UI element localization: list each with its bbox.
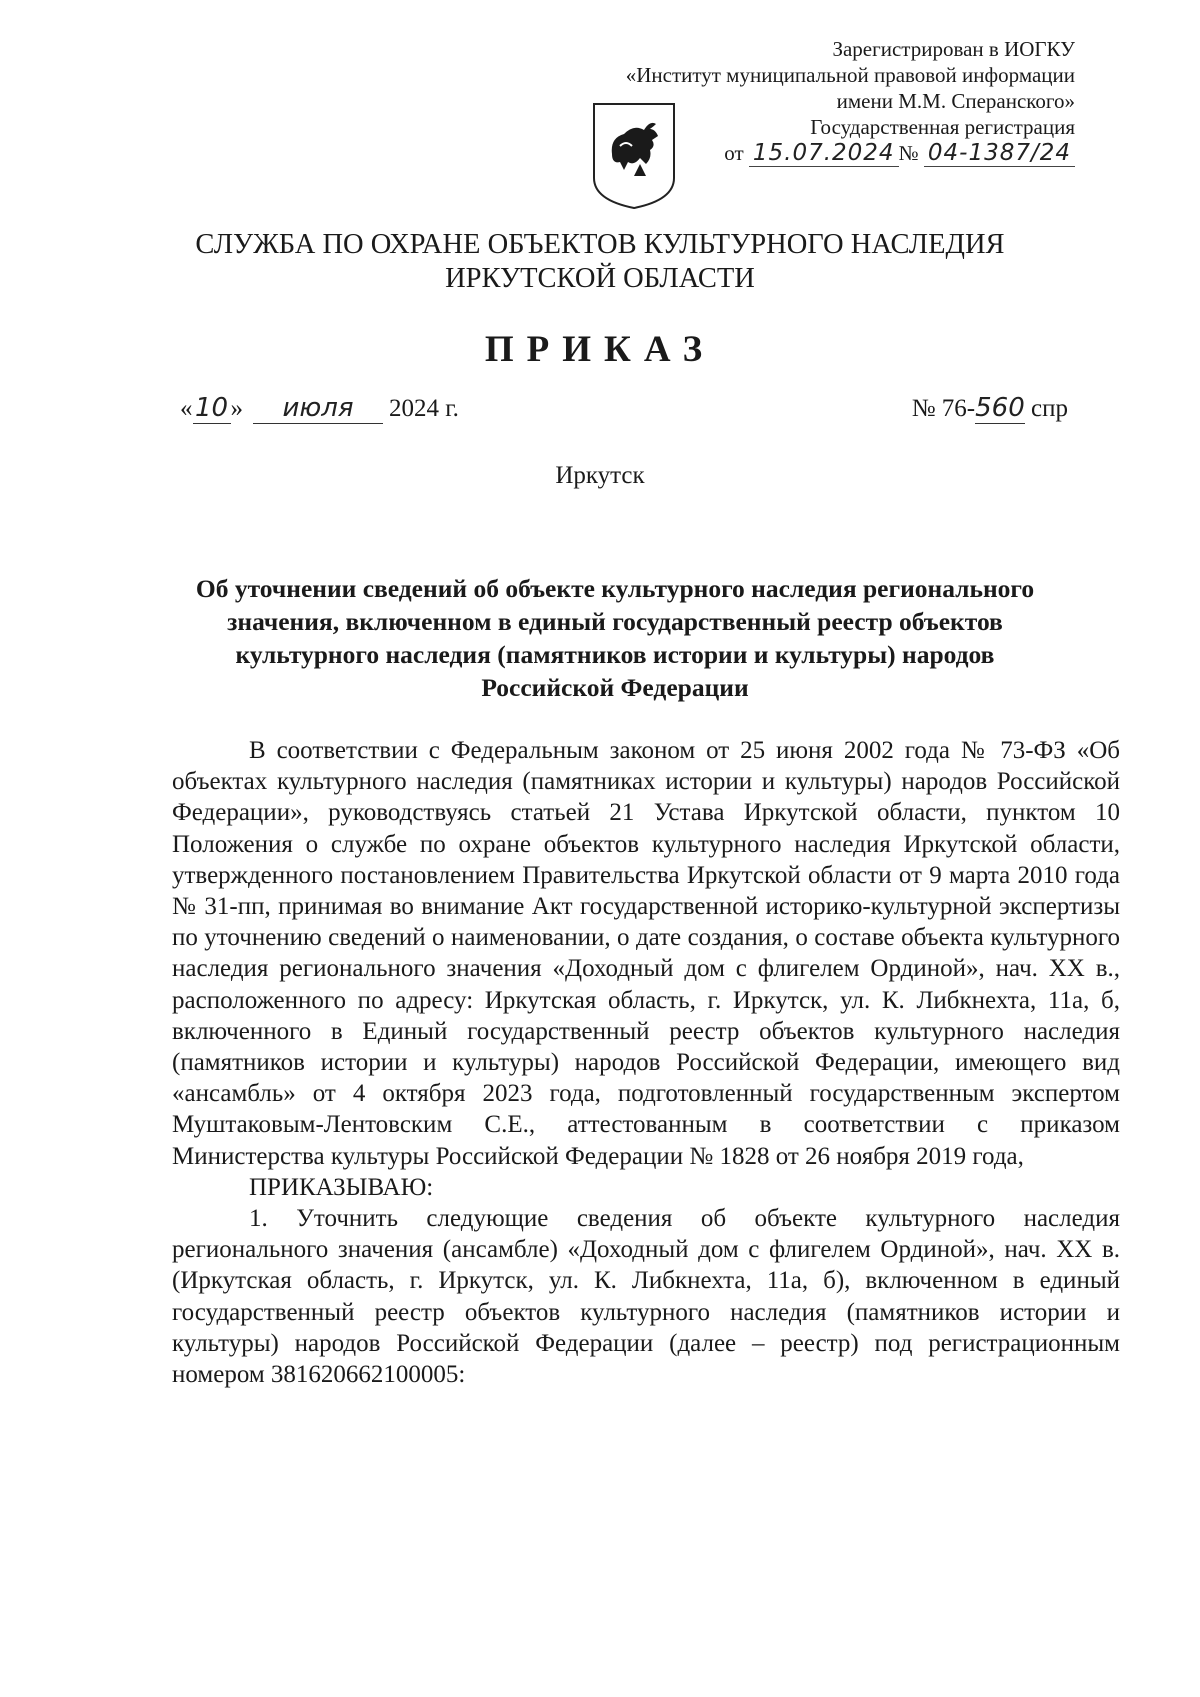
order-number-prefix: № 76-: [911, 395, 976, 422]
date-quote-open: «: [180, 395, 193, 422]
order-word: ПРИКАЗЫВАЮ:: [249, 1173, 434, 1201]
order-number-suffix: спр: [1031, 395, 1068, 422]
order-year: 2024 г.: [389, 395, 459, 422]
document-body: [172, 735, 1120, 1390]
document-title: Об уточнении сведений об объекте культурного наследия регионального значения, включенном в единый государственный реестр объектов культурного наследия (памятников истории и культуры) народов Российской Федерации: [195, 574, 1035, 702]
item-1-paragraph: 1. Уточнить следующие сведения об объекте культурного наследия регионального значения (ансамбле) «Доходный дом с флигелем Ординой», нач. XX в. (Иркутская область, г. Иркутск, ул. К. Либкнехта, 11а, б), включенном в единый государственный реестр объектов культурного наследия (памятников истории и культуры) народов Российской Федерации (далее – реестр) под регистрационным номером 381620662100005:: [172, 1205, 1120, 1389]
order-month: июля: [253, 393, 383, 424]
registration-line-1: Зарегистрирован в ИОГКУ: [832, 37, 1075, 61]
registration-date: 15.07.2024: [749, 140, 899, 167]
agency-name-line-2: ИРКУТСКОЙ ОБЛАСТИ: [445, 263, 755, 294]
registration-line-2: «Институт муниципальной правовой информации: [625, 63, 1075, 87]
order-number: [912, 393, 1068, 424]
registration-line-3: имени М.М. Сперанского»: [836, 89, 1075, 113]
preamble-paragraph: В соответствии с Федеральным законом от 25 июня 2002 года № 73-ФЗ «Об объектах культурного наследия (памятниках истории и культуры) народов Российской Федерации», руководствуясь статьей 21 Устава Иркутской области, пунктом 10 Положения о службе по охране объектов культурного наследия Иркутской области, утвержденного постановлением Правительства Иркутской области от 9 марта 2010 года № 31-пп, принимая во внимание Акт государственной историко-культурной экспертизы по уточнению сведений о наименовании, о дате создания, о составе объекта культурного наследия регионального значения «Доходный дом с флигелем Ординой», нач. XX в., расположенного по адресу: Иркутская область, г. Иркутск, ул. К. Либкнехта, 11а, б, включенного в Единый государственный реестр объектов культурного наследия (памятников истории и культуры) народов Российской Федерации, имеющего вид «ансамбль» от 4 октября 2023 года, подготовленный государственным экспертом Муштаковым-Лентовским С.Е., аттестованным в соответствии с приказом Министерства культуры Российской Федерации № 1828 от 26 ноября 2019 года,: [172, 737, 1120, 1170]
order-date: [180, 393, 459, 424]
order-day: 10: [193, 393, 231, 424]
agency-name: [0, 228, 1200, 296]
irkutsk-coat-of-arms-icon: [590, 100, 678, 210]
registration-number-label: №: [898, 141, 919, 165]
city: Иркутск: [555, 462, 645, 489]
registration-line-4: Государственная регистрация: [810, 115, 1075, 139]
order-number-handwritten: 560: [975, 393, 1025, 423]
registration-number: 04-1387/24: [924, 140, 1075, 167]
agency-name-line-1: СЛУЖБА ПО ОХРАНЕ ОБЪЕКТОВ КУЛЬТУРНОГО НАСЛЕДИЯ: [195, 229, 1005, 260]
document-type: ПРИКАЗ: [484, 329, 716, 370]
registration-from-label: от: [724, 141, 744, 165]
date-quote-close: »: [230, 395, 243, 422]
